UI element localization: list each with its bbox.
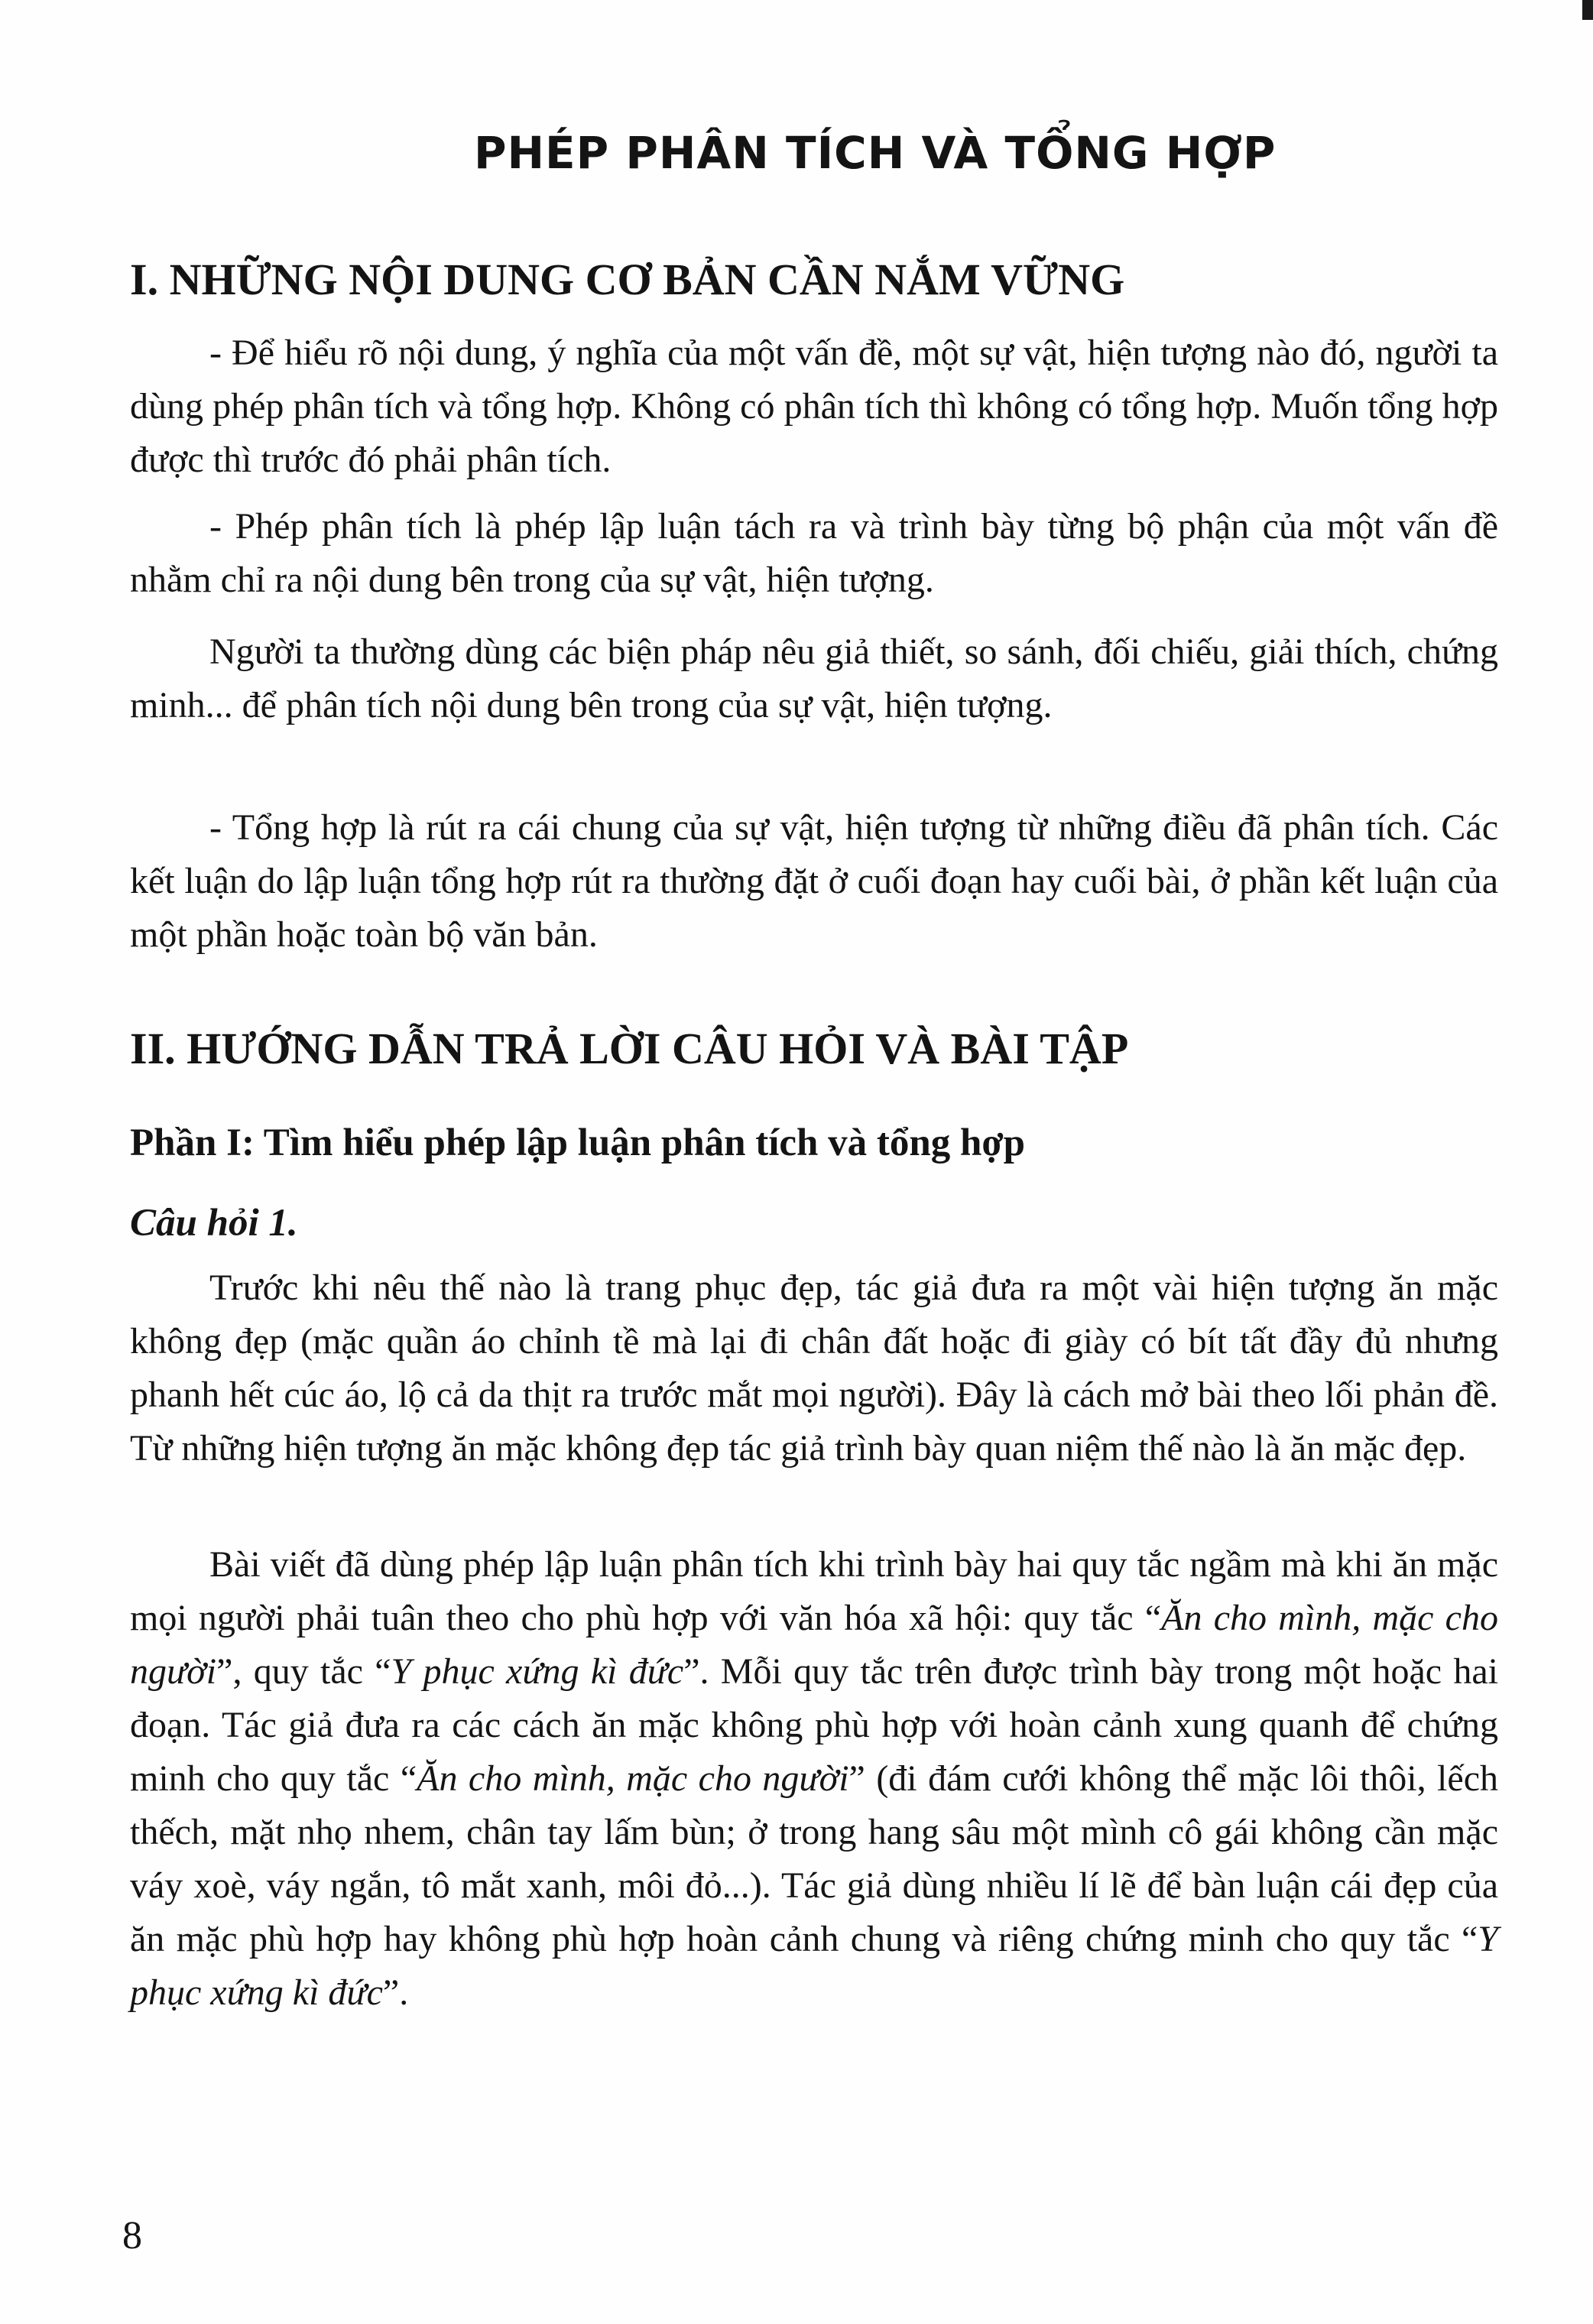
paragraph-analysis-methods: Người ta thường dùng các biện pháp nêu giả thiết, so sánh, đối chiếu, giải thích, chứng minh... để phân tích nội dung bên trong của sự vật, hiện tượng. (130, 631, 1498, 725)
section-heading-exercise-guide: II. HƯỚNG DẪN TRẢ LỜI CÂU HỎI VÀ BÀI TẬP (130, 1024, 1129, 1073)
answer-paragraph: Trước khi nêu thế nào là trang phục đẹp, tác giả đưa ra một vài hiện tượng ăn mặc không đẹp (mặc quần áo chỉnh tề mà lại đi chân đất hoặc đi giày có bít tất đầy đủ nhưng phanh hết cúc áo, lộ cả da thịt ra trước mắt mọi người). Đây là cách mở bài theo lối phản đề. Từ những hiện tượng ăn mặc không đẹp tác giả trình bày quan niệm thế nào là ăn mặc đẹp. (130, 1267, 1498, 1469)
page-number: 8 (122, 2214, 142, 2257)
rule-quote: Ăn cho mình, mặc cho người (130, 1598, 1498, 1692)
rule-quote: Y phục xứng kì đức (391, 1651, 684, 1692)
rule-quote: Ăn cho mình, mặc cho người (417, 1758, 849, 1799)
section-heading-essentials: I. NHỮNG NỘI DUNG CƠ BẢN CẦN NẮM VỮNG (130, 255, 1125, 304)
paragraph-synthesis-definition: - Tổng hợp là rút ra cái chung của sự vật, hiện tượng từ những điều đã phân tích. Các kết luận do lập luận tổng hợp rút ra thường đặt ở cuối đoạn hay cuối bài, ở phần kết luận của một phần hoặc toàn bộ văn bản. (130, 807, 1498, 955)
text-run: ”. Mỗi quy tắc trên được trình bày trong một hoặc hai đoạn. Tác giả đưa ra các cách ăn mặc không phù hợp với hoàn cảnh xung quanh để chứng minh cho quy tắc “ (130, 1651, 1499, 1799)
text-run: ”, quy tắc “ (216, 1651, 391, 1692)
text-run: ”. (382, 1972, 409, 2013)
answer-paragraph-rules (130, 1538, 1498, 2020)
scan-corner-mark (1582, 0, 1593, 20)
text-run: ” (đi đám cưới không thể mặc lôi thôi, lếch thếch, mặt nhọ nhem, chân tay lấm bùn; ở trong hang sâu một mình cô gái không cần mặc váy xoè, váy ngắn, tô mắt xanh, môi đỏ...). Tác giả dùng nhiều lí lẽ để bàn luận cái đẹp của ăn mặc phù hợp hay không phù hợp hoàn cảnh chung và riêng chứng minh cho quy tắc “ (130, 1758, 1498, 1959)
paragraph-analysis-synthesis-intro: - Để hiểu rõ nội dung, ý nghĩa của một vấn đề, một sự vật, hiện tượng nào đó, người ta dùng phép phân tích và tổng hợp. Không có phân tích thì không có tổng hợp. Muốn tổng hợp được thì trước đó phải phân tích. (130, 333, 1498, 480)
paragraph-analysis-definition: - Phép phân tích là phép lập luận tách ra và trình bày từng bộ phận của một vấn đề nhằm chỉ ra nội dung bên trong của sự vật, hiện tượng. (130, 506, 1498, 600)
rule-quote: Y phục xứng kì đức (130, 1919, 1498, 2013)
part-heading: Phần I: Tìm hiểu phép lập luận phân tích và tổng hợp (130, 1121, 1025, 1164)
page-title: PHÉP PHÂN TÍCH VÀ TỔNG HỢP (474, 127, 1277, 179)
question-label: Câu hỏi 1. (130, 1202, 298, 1245)
text-run: Bài viết đã dùng phép lập luận phân tích khi trình bày hai quy tắc ngầm mà khi ăn mặc mọi người phải tuân theo cho phù hợp với văn hóa xã hội: quy tắc “ (130, 1544, 1498, 1638)
